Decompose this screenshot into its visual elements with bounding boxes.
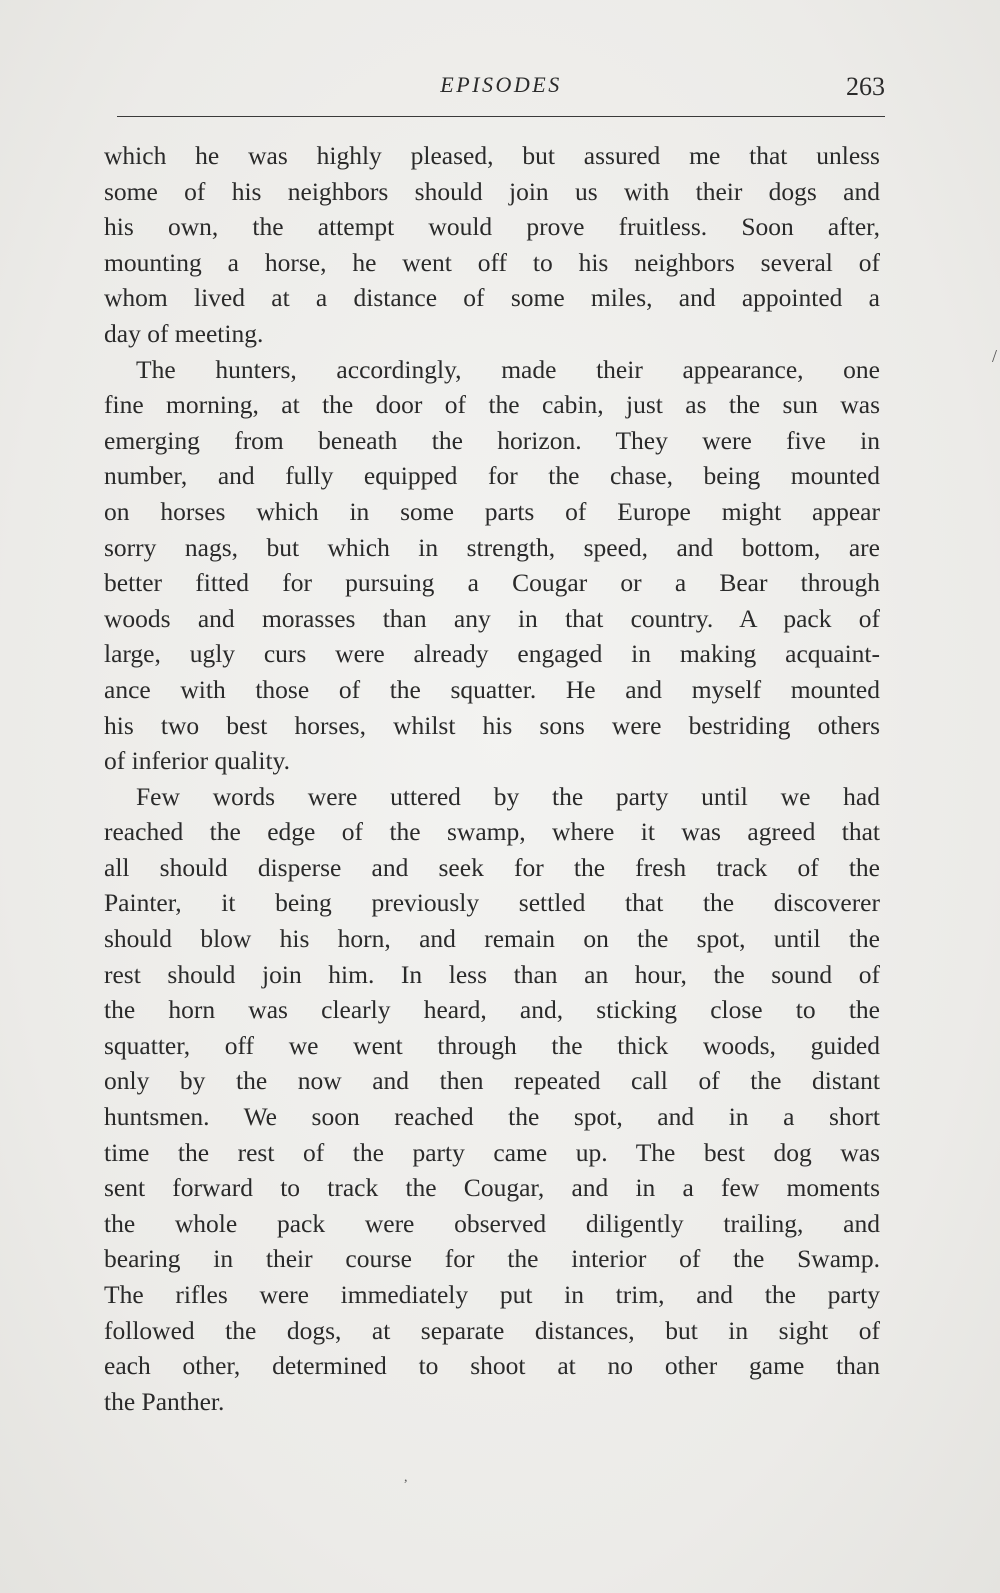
text-line: better fitted for pursuing a Cougar or a Bear through — [104, 568, 880, 598]
text-line: sorry nags, but which in strength, speed, and bottom, are — [104, 532, 880, 562]
text-line: followed the dogs, at separate distances, but in sight of — [104, 1315, 880, 1345]
text-line: of inferior quality. — [104, 746, 290, 776]
text-line: bearing in their course for the interior of the Swamp. — [104, 1244, 880, 1274]
body-text — [104, 138, 880, 1419]
text-line: woods and morasses than any in that country. A pack of — [104, 603, 880, 633]
text-line: each other, determined to shoot at no other game than — [104, 1351, 880, 1381]
text-line: sent forward to track the Cougar, and in a few moments — [104, 1173, 880, 1203]
text-line: whom lived at a distance of some miles, and appointed a — [104, 283, 880, 313]
text-line: fine morning, at the door of the cabin, just as the sun was — [104, 390, 880, 420]
text-line: his own, the attempt would prove fruitless. Soon after, — [104, 212, 880, 242]
text-line: rest should join him. In less than an hour, the sound of — [104, 959, 880, 989]
paragraph-1 — [104, 138, 880, 352]
stray-ink-mark: / — [992, 346, 998, 366]
page-number: 263 — [846, 72, 885, 101]
text-line: mounting a horse, he went off to his neighbors several of — [104, 247, 880, 277]
text-line: huntsmen. We soon reached the spot, and in a short — [104, 1102, 880, 1132]
text-line: emerging from beneath the horizon. They were five in — [104, 425, 880, 455]
text-line: should blow his horn, and remain on the spot, until the — [104, 924, 880, 954]
text-line: the whole pack were observed diligently trailing, and — [104, 1208, 880, 1238]
paragraph-3 — [104, 779, 880, 1420]
stray-ink-mark: , — [404, 1470, 408, 1485]
text-line: only by the now and then repeated call of the distant — [104, 1066, 880, 1096]
text-line: reached the edge of the swamp, where it was agreed that — [104, 817, 880, 847]
running-head: EPISODES — [440, 72, 562, 97]
text-line: Painter, it being previously settled that the discoverer — [104, 888, 880, 918]
text-line: number, and fully equipped for the chase, being mounted — [104, 461, 880, 491]
text-line: The rifles were immediately put in trim, and the party — [104, 1280, 880, 1309]
text-line: time the rest of the party came up. The best dog was — [104, 1137, 880, 1167]
text-line: day of meeting. — [104, 318, 264, 348]
text-line: some of his neighbors should join us with their dogs and — [104, 176, 880, 206]
text-line: ance with those of the squatter. He and myself mounted — [104, 674, 880, 704]
text-line: squatter, off we went through the thick woods, guided — [104, 1030, 880, 1060]
text-line: Few words were uttered by the party until we had — [136, 781, 880, 811]
text-line: which he was highly pleased, but assured me that unless — [104, 141, 880, 170]
text-line: on horses which in some parts of Europe might appear — [104, 496, 880, 526]
text-line: his two best horses, whilst his sons were bestriding others — [104, 710, 880, 740]
text-line: all should disperse and seek for the fresh track of the — [104, 852, 880, 882]
text-line: The hunters, accordingly, made their appearance, one — [136, 354, 880, 384]
text-line: the Panther. — [104, 1386, 225, 1416]
text-line: large, ugly curs were already engaged in making acquaint- — [104, 639, 880, 669]
paragraph-2 — [104, 352, 880, 779]
page-header — [117, 70, 885, 114]
header-rule — [117, 116, 885, 117]
text-line: the horn was clearly heard, and, sticking close to the — [104, 995, 880, 1025]
